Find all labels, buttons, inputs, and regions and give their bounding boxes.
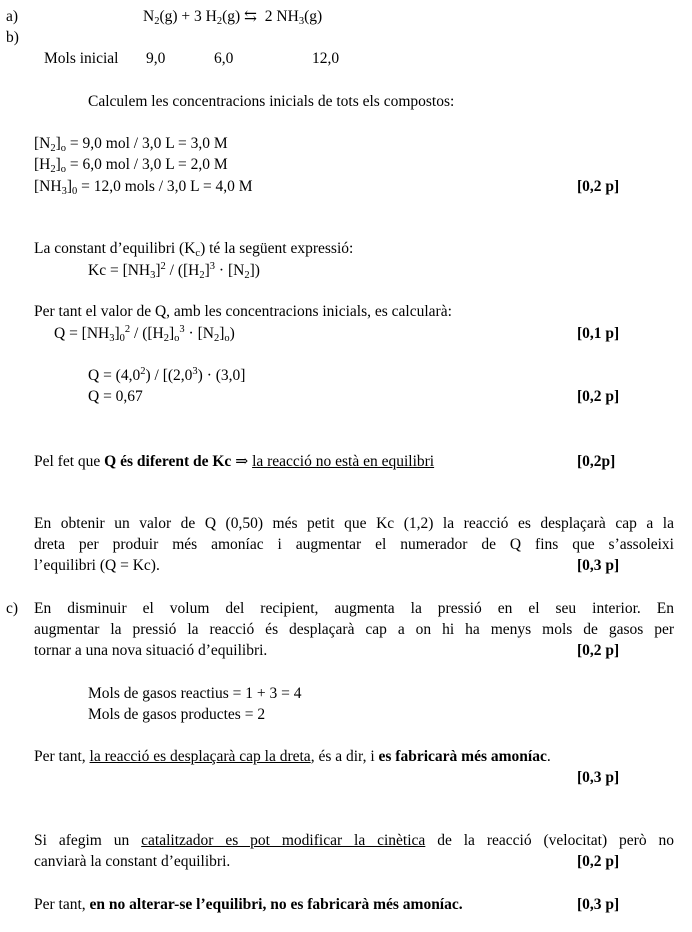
c-line-2: augmentar la pressió la reacció és desplaçarà cap a on hi ha menys mols de gasos per xyxy=(34,621,674,638)
points-q-result: [0,2 p] xyxy=(577,388,620,405)
points-shift: [0,3 p] xyxy=(577,557,620,574)
conc-n2: $[N_2]_o = 9,0$ mol / 3,0 L = 3,0 M xyxy=(34,135,228,154)
q-expression: $Q = [NH_3]_0^2 / ([H_2]_o^3 \cdot [N_2]_o)$ xyxy=(54,324,235,344)
shift-conclusion: Per tant, la reacció es desplaçarà cap la dreta, és a dir, i es fabricarà més amoníac. xyxy=(34,748,551,765)
points-diff: [0,2p] xyxy=(577,453,616,470)
q-intro: Per tant el valor de Q, amb les concentracions inicials, es calcularà: xyxy=(34,303,452,320)
mols-label: Mols inicial xyxy=(44,50,119,67)
shift-line-1: En obtenir un valor de Q (0,50) més petit que Kc (1,2) la reacció es desplaçarà cap a la xyxy=(34,515,674,532)
q-diff-statement: Pel fet que Q és diferent de Kc ⇒ la reacció no està en equilibri xyxy=(34,453,435,470)
label-b: b) xyxy=(6,29,19,46)
points-final: [0,3 p] xyxy=(577,896,620,913)
mols-nh3: 12,0 xyxy=(312,50,340,67)
points-conc: [0,2 p] xyxy=(577,178,620,195)
label-c: c) xyxy=(6,600,19,617)
implies-arrow-icon: ⇒ xyxy=(231,453,253,470)
points-c: [0,2 p] xyxy=(577,642,620,659)
points-catalyst: [0,2 p] xyxy=(577,853,620,870)
final-statement: Per tant, en no alterar-se l’equilibri, no es fabricarà més amoníac. xyxy=(34,896,463,913)
catalyst-line-2: canviarà la constant d’equilibri. xyxy=(34,853,231,870)
kc-intro: La constant d’equilibri $(K_c)$ té la següent expressió: xyxy=(34,240,354,259)
mols-n2: 9,0 xyxy=(146,50,166,67)
conc-nh3: $[NH_3]_0 = 12,0$ mols / 3,0 L = 4,0 M xyxy=(34,178,253,197)
c-line-3: tornar a una nova situació d’equilibri. xyxy=(34,642,268,659)
equilibrium-arrow-icon: ⇆ xyxy=(244,8,258,25)
points-conclusion: [0,3 p] xyxy=(577,769,620,786)
calc-intro: Calculem les concentracions inicials de tots els compostos: xyxy=(88,93,455,110)
conc-h2: $[H_2]_o = 6,0$ mol / 3,0 L = 2,0 M xyxy=(34,156,228,175)
catalyst-line-1: Si afegim un catalitzador es pot modificar la cinètica de la reacció (velocitat) però no xyxy=(34,832,674,849)
q-result: Q = 0,67 xyxy=(88,388,143,405)
q-numeric: $Q = (4,0^2) / [(2,0^3) \cdot (3,0]$ xyxy=(88,366,246,384)
kc-expression: $Kc = [NH_3]^2 / ([H_2]^3 \cdot [N_2])$ xyxy=(88,261,260,281)
gases-reactants: Mols de gasos reactius = 1 + 3 = 4 xyxy=(88,685,302,702)
shift-line-3: l’equilibri (Q = Kc). xyxy=(34,557,160,574)
points-q-expr: [0,1 p] xyxy=(577,325,620,342)
c-line-1: En disminuir el volum del recipient, augmenta la pressió en el seu interior. En xyxy=(34,600,674,617)
shift-line-2: dreta per produir més amoníac i augmentar el numerador de Q fins que s’assoleixi xyxy=(34,536,674,553)
mols-h2: 6,0 xyxy=(214,50,234,67)
gases-products: Mols de gasos productes = 2 xyxy=(88,706,266,723)
reaction-equation: $N_2(g) + 3$ $H_2(g)$ ⇆ 2 $NH_3(g)$ xyxy=(143,8,323,27)
label-a: a) xyxy=(6,8,19,25)
